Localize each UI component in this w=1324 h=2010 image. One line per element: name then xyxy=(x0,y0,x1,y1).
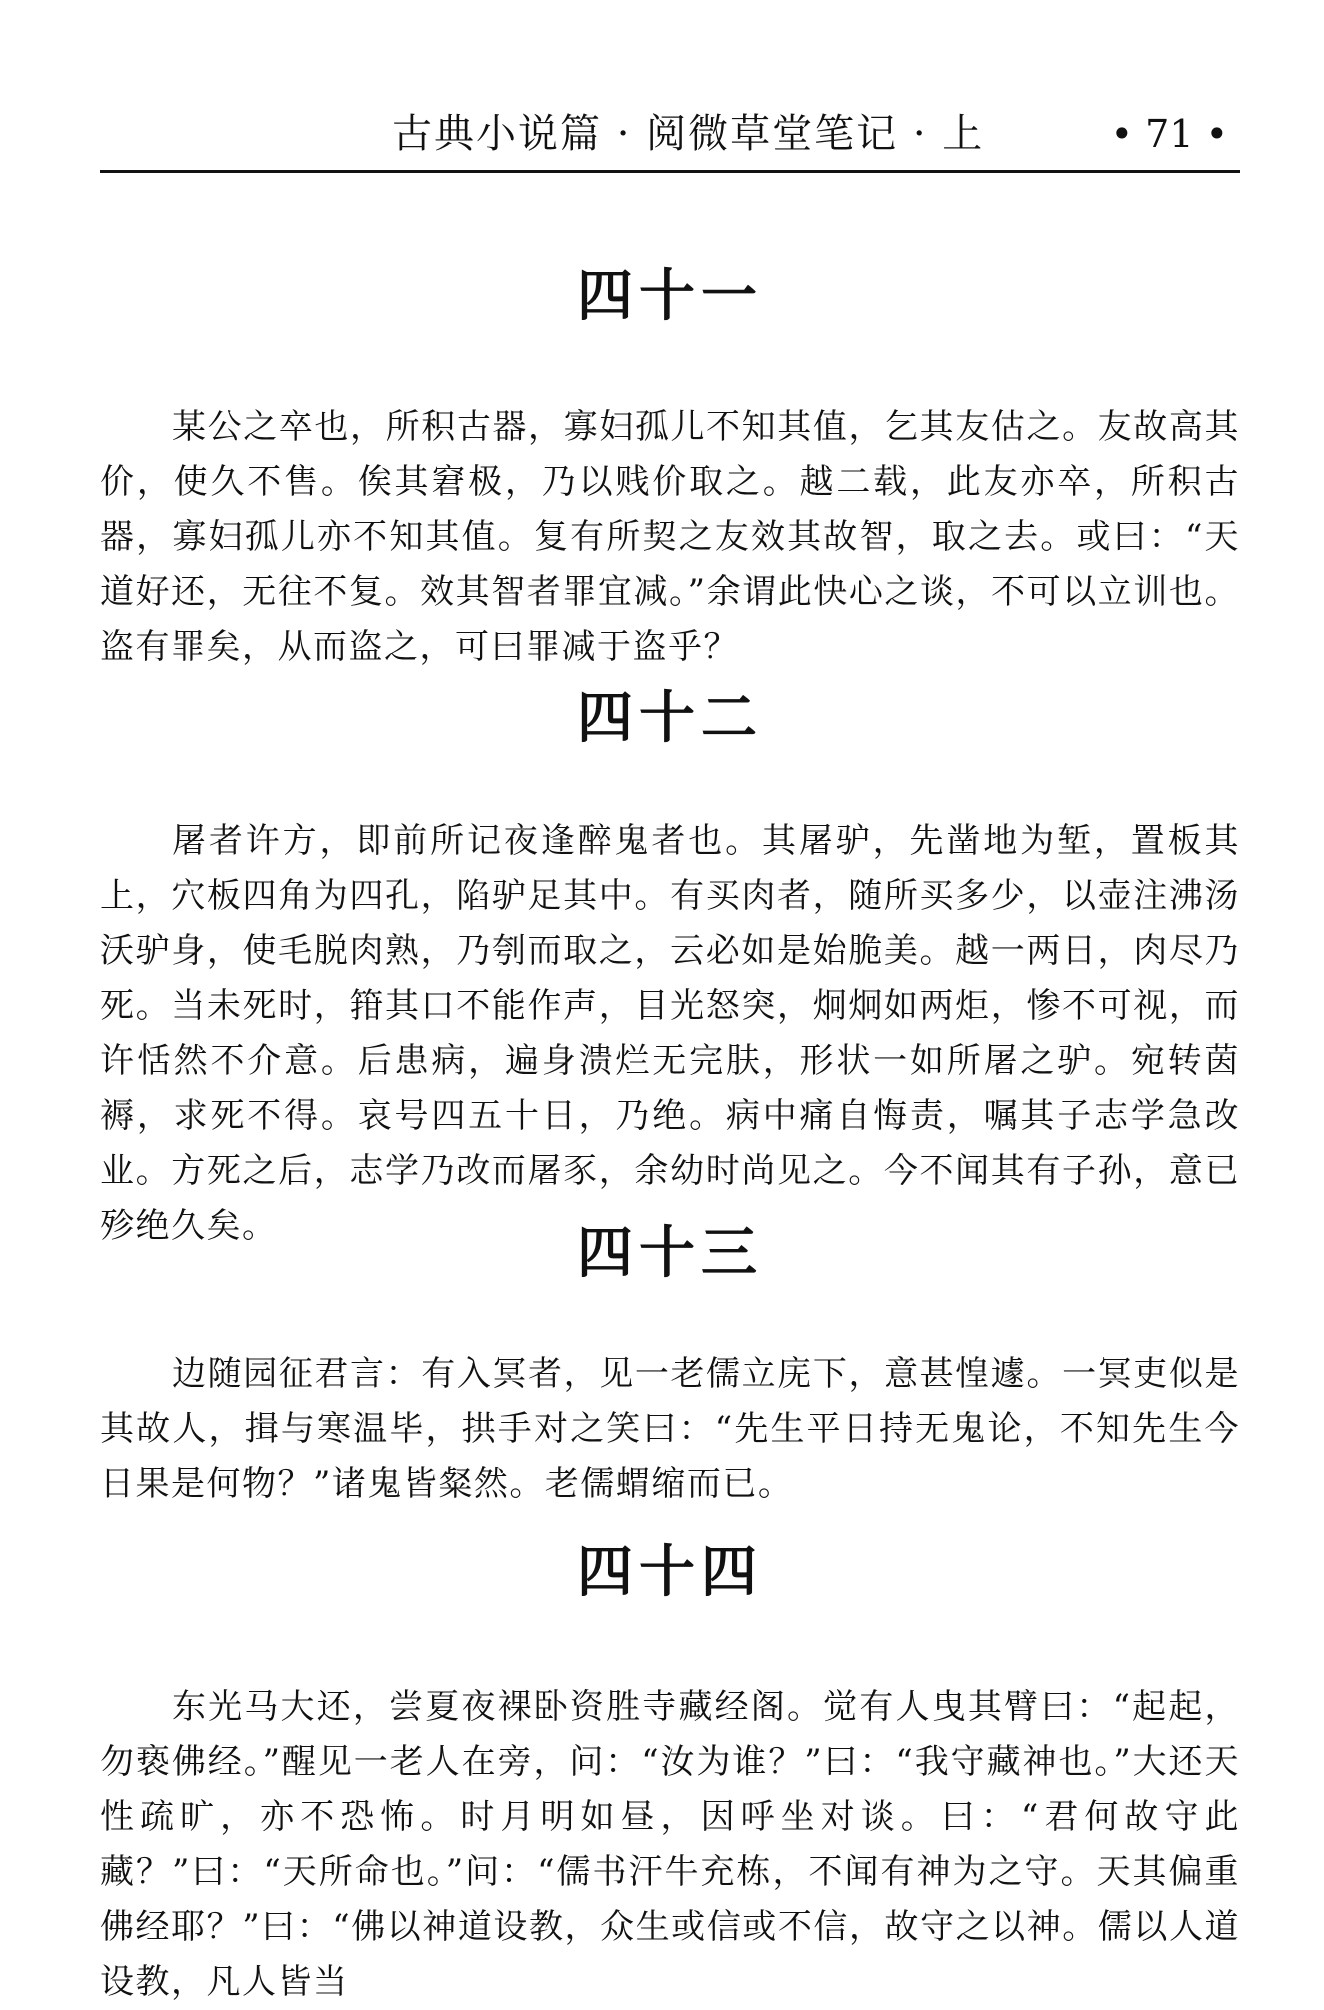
page-header xyxy=(100,106,1240,168)
section-heading: 四十四 xyxy=(577,1540,763,1605)
section-41 xyxy=(100,262,1240,675)
section-body: 某公之卒也，所积古器，寡妇孤儿不知其值，乞其友估之。友故高其价，使久不售。俟其窘极，乃以贱价取之。越二载，此友亦卒，所积古器，寡妇孤儿亦不知其值。复有所契之友效其故智，取之去。或曰：“天道好还，无往不复。效其智者罪宜减。”余谓此快心之谈，不可以立训也。盗有罪矣，从而盗之，可曰罪减于盗乎？ xyxy=(100,407,1240,667)
section-44 xyxy=(100,1538,1240,2010)
running-title: 古典小说篇 · 阅微草堂笔记 · 上 xyxy=(392,111,985,157)
section-heading: 四十一 xyxy=(577,264,763,329)
section-body: 屠者许方，即前所记夜逢醉鬼者也。其屠驴，先凿地为堑，置板其上，穴板四角为四孔，陷驴足其中。有买肉者，随所买多少，以壶注沸汤沃驴身，使毛脱肉熟，乃刳而取之，云必如是始脆美。越一两日，肉尽乃死。当未死时，箝其口不能作声，目光怒突，炯炯如两炬，惨不可视，而许恬然不介意。后患病，遍身溃烂无完肤，形状一如所屠之驴。宛转茵褥，求死不得。哀号四五十日，乃绝。病中痛自悔责，嘱其子志学急改业。方死之后，志学乃改而屠豕，余幼时尚见之。今不闻其有子孙，意已殄绝久矣。 xyxy=(100,821,1240,1246)
section-body: 东光马大还，尝夏夜裸卧资胜寺藏经阁。觉有人曳其臂曰：“起起，勿亵佛经。”醒见一老人在旁，问：“汝为谁？”曰：“我守藏神也。”大还天性疏旷，亦不恐怖。时月明如昼，因呼坐对谈。曰：“君何故守此藏？”曰：“天所命也。”问：“儒书汗牛充栋，不闻有神为之守。天其偏重佛经耶？”曰：“佛以神道设教，众生或信或不信，故守之以神。儒以人道设教，凡人皆当 xyxy=(100,1687,1240,2002)
header-rule xyxy=(100,170,1240,173)
section-43 xyxy=(100,1219,1240,1512)
section-heading: 四十三 xyxy=(577,1221,763,1286)
section-42 xyxy=(100,684,1240,1254)
page-number: • 71 • xyxy=(1110,112,1228,156)
section-body: 边随园征君言：有入冥者，见一老儒立庑下，意甚惶遽。一冥吏似是其故人，揖与寒温毕，拱手对之笑曰：“先生平日持无鬼论，不知先生今日果是何物？”诸鬼皆粲然。老儒蝟缩而已。 xyxy=(100,1354,1240,1504)
section-heading: 四十二 xyxy=(577,686,763,751)
